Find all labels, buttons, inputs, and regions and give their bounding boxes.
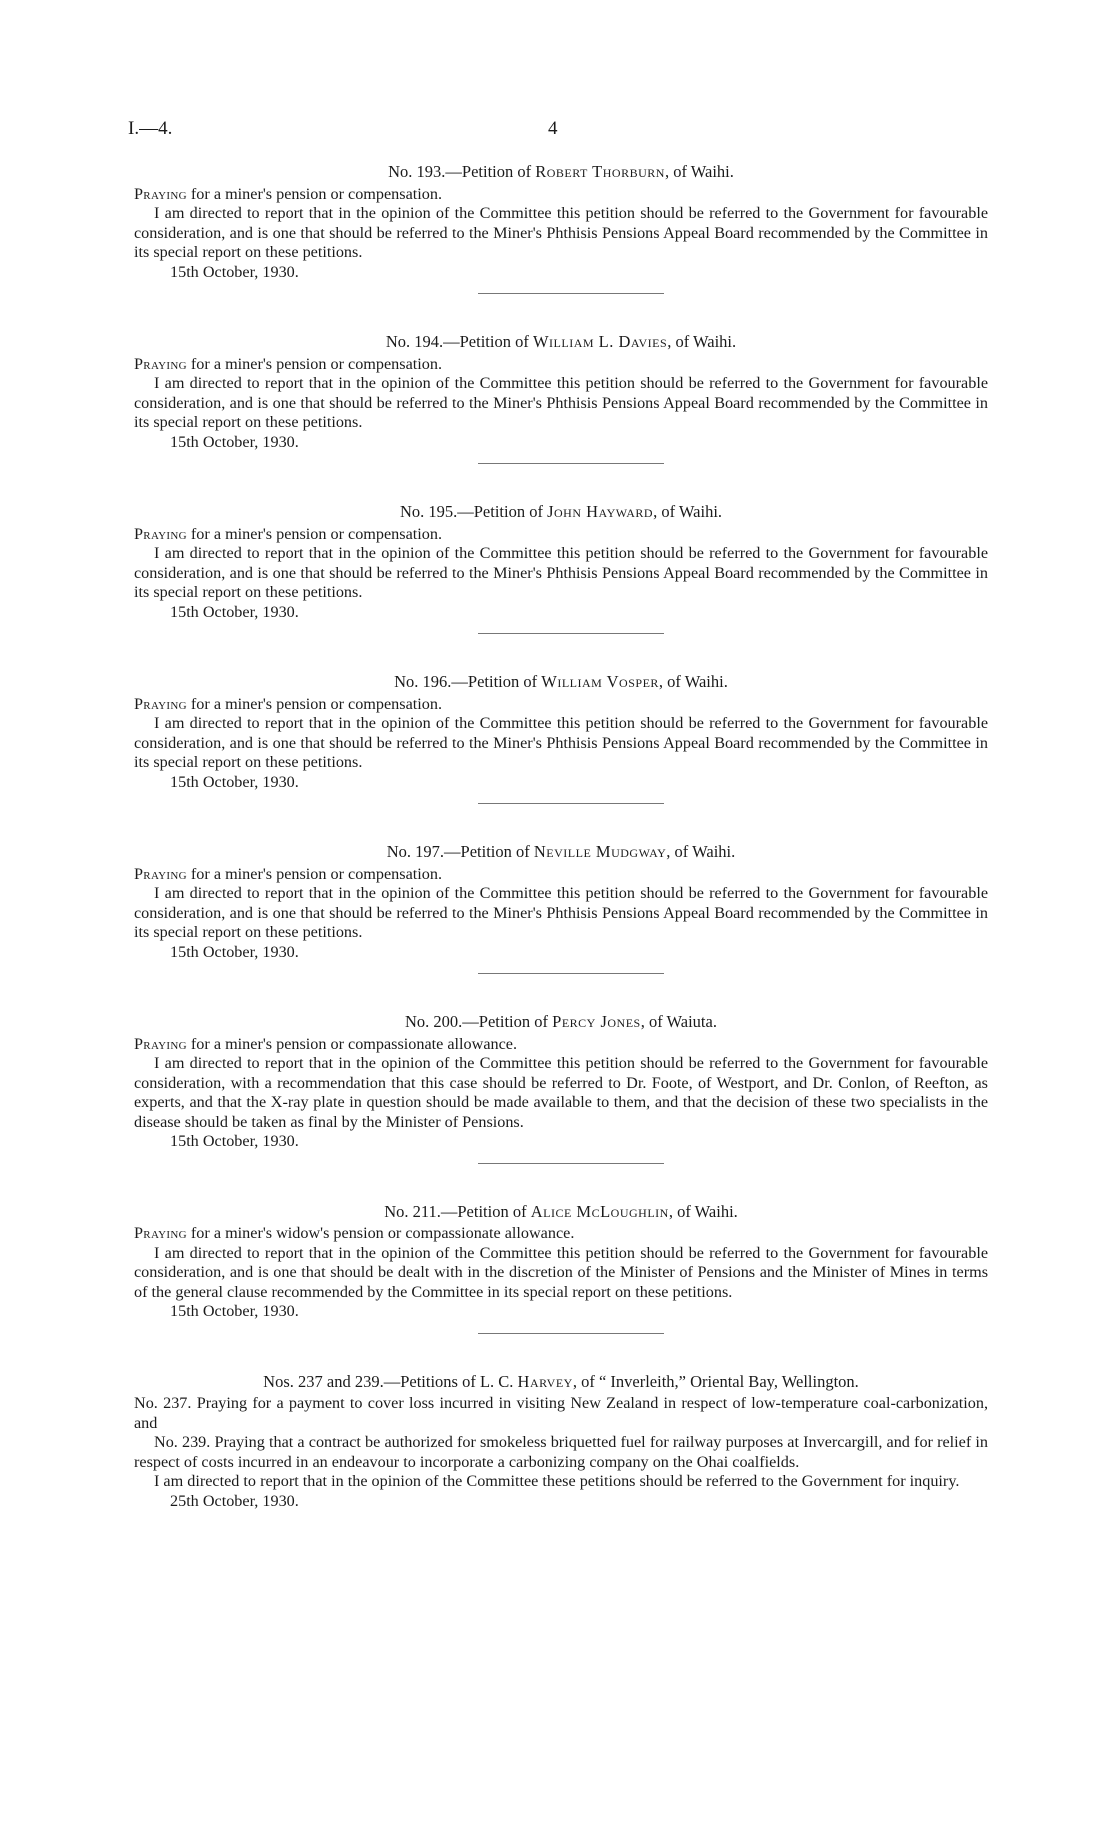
petition-date: 15th October, 1930.: [170, 432, 299, 451]
petition-prayer: Praying for a miner's pension or compensation.: [134, 694, 442, 713]
section-divider: [478, 1163, 664, 1164]
document-body: [134, 162, 988, 1511]
petition-date: 15th October, 1930.: [170, 772, 299, 791]
petition-heading: No. 200.—Petition of Percy Jones, of Waiuta.: [405, 1012, 717, 1031]
petition-report: I am directed to report that in the opinion of the Committee this petition should be referred to the Government for favourable consideration, and is one that should be referred to the Miner's Phthisis Pensions Appeal Board recommended by the Committee in its special report on these petitions.: [134, 714, 988, 771]
petition-196: [134, 672, 988, 804]
petitioner-name: Robert Thorburn: [535, 162, 665, 181]
section-divider: [478, 1333, 664, 1334]
petition-195: [134, 502, 988, 634]
petition-report: I am directed to report that in the opinion of the Committee these petitions should be referred to the Government for inquiry.: [154, 1472, 960, 1490]
petition-heading: No. 211.—Petition of Alice McLoughlin, of Waihi.: [384, 1201, 738, 1221]
petitioner-name: William Vosper: [541, 672, 659, 691]
petition-prayer: Praying for a miner's pension or compensation.: [134, 524, 442, 543]
petition-heading: Nos. 237 and 239.—Petitions of L. C. Harvey, of “ Inverleith,” Oriental Bay, Wellington.: [263, 1371, 859, 1391]
petition-item-237: No. 237. Praying for a payment to cover loss incurred in visiting New Zealand in respect of low-temperature coal-carbonization, and: [134, 1394, 988, 1432]
petitioner-name: John Hayward: [547, 502, 654, 521]
petition-report: I am directed to report that in the opinion of the Committee this petition should be referred to the Government for favourable consideration, and is one that should be referred to the Miner's Phthisis Pensions Appeal Board recommended by the Committee in its special report on these petitions.: [134, 884, 988, 941]
petition-report: I am directed to report that in the opinion of the Committee this petition should be referred to the Government for favourable consideration, and is one that should be dealt with in the discretion of the Minister of Pensions and the Minister of Mines in terms of the general clause recommended by the Committee in its special report on these petitions.: [134, 1243, 988, 1301]
petition-193: [134, 162, 988, 294]
petition-report: I am directed to report that in the opinion of the Committee this petition should be referred to the Government for favourable consideration, and is one that should be referred to the Miner's Phthisis Pensions Appeal Board recommended by the Committee in its special report on these petitions.: [134, 374, 988, 431]
petition-date: 15th October, 1930.: [170, 1302, 299, 1320]
section-divider: [478, 803, 664, 804]
petition-report: I am directed to report that in the opinion of the Committee this petition should be referred to the Government for favourable consideration, and is one that should be referred to the Miner's Phthisis Pensions Appeal Board recommended by the Committee in its special report on these petitions.: [134, 544, 988, 601]
petition-item-239: No. 239. Praying that a contract be authorized for smokeless briquetted fuel for railway purposes at Invercargill, and for relief in respect of costs incurred in an endeavour to incorporate a carbonizing company on the Ohai coalfields.: [134, 1433, 988, 1471]
petition-prayer: Praying for a miner's pension or compensation.: [134, 184, 442, 203]
document-reference: I.—4.: [128, 118, 173, 139]
section-divider: [478, 633, 664, 634]
petition-200: [134, 1012, 988, 1164]
petition-heading: No. 194.—Petition of William L. Davies, of Waihi.: [385, 332, 737, 351]
petition-report: I am directed to report that in the opinion of the Committee this petition should be referred to the Government for favourable consideration, with a recommendation that this case should be referred to Dr. Foote, of Westport, and Dr. Conlon, of Reefton, as experts, and that the X-ray plate in question should be made available to them, and that the decision of these two specialists in the disease should be taken as final by the Minister of Pensions.: [134, 1054, 988, 1131]
section-divider: [478, 293, 664, 294]
petition-heading: No. 195.—Petition of John Hayward, of Waihi.: [399, 502, 723, 521]
petition-211: [134, 1202, 988, 1334]
petition-194: [134, 332, 988, 464]
petition-heading: No. 193.—Petition of Robert Thorburn, of Waihi.: [388, 162, 734, 181]
petition-date: 15th October, 1930.: [170, 602, 299, 621]
petition-197: [134, 842, 988, 974]
petitioner-name: Percy Jones: [552, 1012, 641, 1031]
petition-date: 15th October, 1930.: [170, 942, 299, 961]
petitioner-name: Alice McLoughlin: [530, 1201, 669, 1221]
section-divider: [478, 973, 664, 974]
petitioner-name: Neville Mudgway: [533, 842, 667, 861]
petition-prayer: Praying for a miner's pension or compensation.: [134, 864, 442, 883]
page-header: [128, 118, 988, 148]
petition-date: 25th October, 1930.: [170, 1491, 299, 1510]
petition-heading: No. 196.—Petition of William Vosper, of Waihi.: [394, 672, 728, 691]
petitioner-name: William L. Davies: [532, 332, 668, 351]
petition-prayer: Praying for a miner's pension or compassionate allowance.: [134, 1034, 518, 1053]
petitioner-name: Harvey: [517, 1371, 573, 1391]
petition-date: 15th October, 1930.: [170, 262, 299, 281]
petition-heading: No. 197.—Petition of Neville Mudgway, of Waihi.: [386, 842, 736, 861]
petition-report: I am directed to report that in the opinion of the Committee this petition should be referred to the Government for favourable consideration, and is one that should be referred to the Miner's Phthisis Pensions Appeal Board recommended by the Committee in its special report on these petitions.: [134, 204, 988, 261]
petition-prayer: Praying for a miner's widow's pension or compassionate allowance.: [134, 1224, 575, 1242]
section-divider: [478, 463, 664, 464]
page-number: 4: [548, 118, 558, 139]
petition-prayer: Praying for a miner's pension or compensation.: [134, 354, 442, 373]
petition-237-239: [134, 1372, 988, 1512]
petition-date: 15th October, 1930.: [170, 1132, 299, 1150]
